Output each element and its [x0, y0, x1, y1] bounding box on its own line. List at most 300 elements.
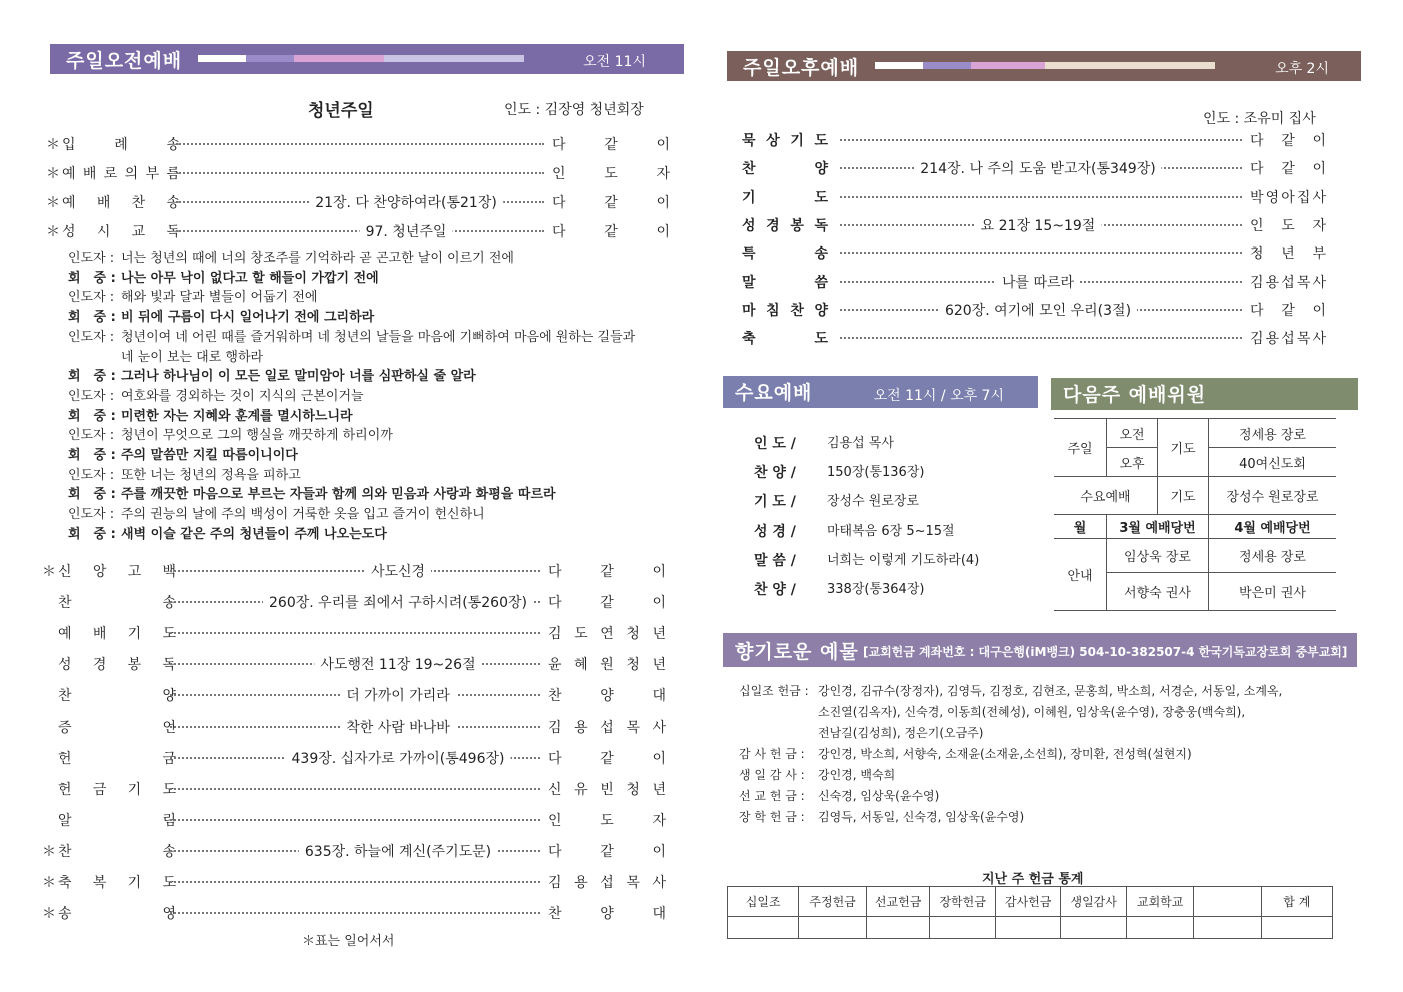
apr-header: 4월 예배당번: [1209, 515, 1337, 539]
order-row: [46, 192, 670, 214]
wed-prayer-cell: 기도: [1158, 477, 1209, 515]
order-label-char: 씀: [814, 274, 828, 291]
stats-value: [728, 917, 799, 939]
order-person-char: 유: [574, 781, 588, 798]
order-person-char: 청: [626, 626, 640, 643]
leader-dots: [176, 143, 544, 145]
reading-speaker: 인도자 :: [68, 329, 115, 345]
order-person-char: 혜: [574, 657, 588, 674]
order-content: 439장. 십자가로 가까이(통496장): [286, 748, 511, 768]
order-person-char: 원: [600, 657, 614, 674]
order-person-char: 김: [548, 719, 562, 736]
order-person-char: 같: [1281, 302, 1295, 319]
order-person-char: 김: [548, 875, 562, 891]
order-person-char: 이: [652, 843, 666, 860]
month-cell: 월: [1054, 515, 1107, 539]
offering-names: 전남길(김성희), 정은기(오금주): [818, 726, 984, 740]
order-person-char: 박: [1250, 189, 1264, 206]
order-label-char: 예: [58, 626, 72, 643]
stats-value: [930, 917, 996, 939]
order-person-char: 같: [1281, 133, 1295, 149]
order-label: [742, 328, 828, 348]
order-row: [42, 872, 666, 894]
order-person-char: 김: [548, 626, 562, 643]
reading-line: 새벽 이슬 같은 주의 청년들이 주께 나오는도다: [121, 526, 387, 542]
order-person-char: 다: [548, 564, 562, 580]
order-label: [742, 300, 828, 320]
order-person: [548, 717, 666, 737]
order-person: [548, 654, 666, 674]
order-label-char: 송: [162, 843, 176, 860]
wednesday-value: 너희는 이렇게 기도하라(4): [827, 552, 980, 568]
order-person-char: 이: [652, 595, 666, 612]
wednesday-label: 성 경 /: [754, 523, 796, 540]
reading-line: 그러나 하나님이 이 모든 일로 말미암아 너를 심판하실 줄 알라: [121, 369, 476, 385]
order-person: [548, 872, 666, 892]
reading-line: 주를 깨끗한 마음으로 부르는 자들과 함께 의와 믿음과 사랑과 화평을 따르라: [121, 487, 556, 503]
order-label-char: 봉: [127, 657, 142, 674]
order-person-char: 다: [552, 224, 566, 240]
standing-note: ＊표는 일어서서: [302, 934, 395, 949]
leader-dots: [840, 252, 1242, 254]
order-person-char: 다: [548, 750, 562, 767]
reading-line: 또한 너는 청년의 정욕을 피하고: [121, 467, 301, 483]
order-label: [742, 158, 828, 178]
stats-value: [1194, 917, 1261, 939]
order-label: [58, 903, 176, 923]
order-label: [58, 717, 176, 737]
order-content: 착한 사람 바나바: [340, 717, 456, 737]
order-person: [552, 192, 670, 212]
wednesday-value: 338장(통364장): [827, 582, 925, 597]
order-person-char: 자: [652, 812, 666, 829]
order-person-char: 다: [552, 137, 566, 153]
wednesday-value: 장성수 원로장로: [827, 494, 920, 510]
order-person-char: 이: [656, 195, 670, 211]
guide-cell: 안내: [1054, 539, 1107, 611]
mar-person-2: 서향숙 권사: [1107, 573, 1209, 611]
order-person-char: 같: [600, 750, 614, 767]
standing-mark: ＊: [42, 564, 56, 580]
order-label: [742, 215, 828, 235]
order-row: [46, 221, 670, 243]
reading-line: 해와 빛과 달과 별들이 어둡기 전에: [121, 290, 318, 306]
order-person-char: 년: [1281, 246, 1295, 263]
order-row: [42, 654, 666, 676]
reading-line: 비 뒤에 구름이 다시 일어나기 전에 그리하라: [121, 310, 375, 326]
order-person-char: 집: [1296, 189, 1311, 206]
reading-speaker: 인도자 :: [68, 388, 115, 404]
leader-dots: [170, 912, 540, 914]
order-person-char: 이: [652, 750, 666, 767]
order-content: 97. 청년주일: [360, 221, 453, 241]
apr-person-1: 정세용 장로: [1209, 539, 1337, 573]
order-label-char: 로: [103, 166, 118, 182]
reading-speaker: 회 중 :: [68, 369, 116, 385]
order-label-char: 백: [162, 564, 176, 580]
reading-speaker: 인도자 :: [68, 290, 115, 306]
reading-line: 나는 아무 낙이 없다고 할 해들이 가깝기 전에: [121, 270, 379, 286]
leader-dots: [170, 881, 540, 883]
afternoon-time: 오후 2시: [1275, 61, 1329, 77]
order-label-char: 양: [814, 161, 828, 178]
standing-mark: ＊: [46, 224, 60, 240]
order-person: [548, 810, 666, 830]
order-label: [58, 592, 176, 612]
order-person-char: 섭: [600, 875, 614, 891]
stats-value: [995, 917, 1061, 939]
order-person: [548, 903, 666, 923]
order-person: [1250, 158, 1326, 178]
order-person-char: 년: [652, 626, 666, 643]
order-label-char: 찬: [131, 195, 146, 211]
reading-line: 청년이 무엇으로 그의 행실을 깨끗하게 하리이까: [121, 428, 393, 444]
order-label-char: 영: [162, 906, 176, 923]
reading-line: 주의 권능의 날에 주의 백성이 거룩한 옷을 입고 즐거이 헌신하니: [121, 507, 485, 523]
order-person-char: 자: [1312, 217, 1326, 234]
order-person-char: 같: [604, 195, 618, 211]
leader-dots: [840, 337, 1242, 339]
order-person-char: 목: [1296, 331, 1311, 348]
order-label-char: 기: [127, 875, 142, 891]
order-label-char: 알: [58, 812, 72, 829]
order-person-char: 김: [1250, 274, 1264, 291]
order-person-char: 사: [652, 875, 666, 891]
order-label-char: 증: [58, 719, 72, 736]
prayer-cell: 기도: [1158, 419, 1209, 477]
order-person-char: 연: [600, 626, 614, 643]
reading-speaker: 회 중 :: [68, 487, 116, 503]
order-label-char: 림: [162, 812, 176, 829]
order-person: [548, 561, 666, 581]
reading-speaker: 인도자 :: [68, 467, 115, 483]
order-label-char: 교: [131, 224, 146, 240]
order-label-char: 복: [92, 875, 107, 891]
order-label-char: 찬: [58, 595, 72, 612]
order-person-char: 다: [552, 195, 566, 211]
order-person-char: 이: [1312, 302, 1326, 319]
order-label-char: 마: [742, 302, 756, 319]
order-label-char: 도: [162, 875, 176, 891]
order-person-char: 아: [1281, 189, 1295, 206]
order-person-char: 청: [1250, 246, 1264, 263]
wednesday-label: 찬 양 /: [754, 582, 796, 598]
order-person-char: 영: [1265, 189, 1280, 206]
pm-person: 40여신도회: [1209, 448, 1337, 477]
wednesday-value: 150장(통136장): [827, 465, 925, 481]
order-label-char: 성: [62, 224, 76, 240]
reading-speaker: 인도자 :: [68, 428, 115, 444]
order-label: [62, 221, 180, 241]
order-person: [552, 221, 670, 241]
afternoon-title: 주일오후예배: [743, 57, 860, 79]
stats-header: 선교헌금: [866, 887, 930, 917]
order-person-char: 윤: [548, 657, 562, 674]
order-person: [548, 685, 666, 705]
wed-person: 장성수 원로장로: [1209, 477, 1337, 515]
apr-person-2: 박은미 권사: [1209, 573, 1337, 611]
reading-line: 주의 말씀만 지킬 따름이니이다: [121, 448, 298, 463]
stats-value: [799, 917, 866, 939]
order-label-char: 송: [166, 137, 180, 153]
order-label: [62, 134, 180, 154]
offering-type: 선 교 헌 금 :: [739, 789, 805, 803]
order-person-char: 년: [652, 657, 666, 674]
order-label-char: 찬: [58, 843, 72, 860]
afternoon-header-bar: [727, 51, 1361, 81]
order-person-char: 용: [574, 719, 588, 736]
order-label-char: 성: [742, 217, 756, 234]
offering-type: 감 사 헌 금 :: [739, 747, 805, 761]
offering-account: [교회헌금 계좌번호 : 대구은행(iM뱅크) 504-10-382507-4 한국기독교장로회 중부교회]: [863, 645, 1348, 659]
leader-dots: [840, 196, 1242, 198]
order-person-char: 같: [604, 224, 618, 240]
order-label-char: 고: [127, 564, 142, 580]
offering-type: 생 일 감 사 :: [739, 768, 805, 782]
mar-person-1: 임상욱 장로: [1107, 539, 1209, 573]
reading-line: 여호와를 경외하는 것이 지식의 근본이거늘: [121, 388, 364, 404]
next-week-table: [1054, 418, 1336, 611]
order-label: [58, 810, 176, 830]
order-label-char: 헌: [58, 781, 72, 798]
order-person-char: 대: [652, 906, 666, 923]
order-label-char: 배: [92, 626, 107, 643]
order-person: [1250, 130, 1326, 150]
order-label-char: 앙: [92, 564, 107, 580]
order-person-char: 같: [604, 137, 618, 153]
order-label: [58, 685, 176, 705]
order-person-char: 다: [548, 595, 562, 612]
order-label-char: 송: [58, 906, 72, 923]
order-person-char: 양: [600, 688, 614, 705]
sunday-cell: 주일: [1054, 419, 1107, 477]
order-label-char: 찬: [790, 302, 804, 319]
order-label-char: 축: [742, 331, 756, 348]
order-person-char: 용: [1265, 274, 1280, 291]
order-label-char: 신: [58, 564, 72, 580]
order-content: 620장. 여기에 모인 우리(3절): [939, 300, 1137, 320]
order-label: [742, 243, 828, 263]
order-label-char: 입: [62, 137, 76, 153]
morning-time: 오전 11시: [583, 54, 646, 70]
order-label-char: 송: [166, 195, 180, 211]
order-person: [548, 592, 666, 612]
order-label-char: 축: [58, 875, 72, 891]
order-person-char: 다: [1250, 161, 1264, 178]
stats-header: 감사헌금: [995, 887, 1061, 917]
order-label-char: 예: [62, 195, 76, 211]
order-person-char: 이: [1312, 133, 1326, 149]
order-label: [62, 163, 180, 183]
morning-title: 주일오전예배: [66, 50, 183, 72]
order-label-char: 경: [766, 217, 780, 234]
order-person-char: 목: [626, 875, 640, 891]
order-row: [42, 685, 666, 707]
order-row: [742, 328, 1330, 350]
mar-header: 3월 예배당번: [1107, 515, 1209, 539]
order-person-char: 도: [1281, 217, 1295, 234]
order-person-char: 사: [1312, 274, 1326, 291]
standing-mark: ＊: [42, 906, 56, 923]
reading-speaker: 회 중 :: [68, 526, 116, 542]
order-person-char: 양: [600, 906, 614, 923]
order-row: [742, 300, 1330, 322]
stats-header: 십일조: [728, 887, 799, 917]
wednesday-header-bar: [723, 376, 1038, 408]
order-person-char: 도: [574, 626, 588, 643]
standing-mark: ＊: [42, 843, 56, 860]
offering-names: 강인경, 김규수(장정자), 김영득, 김정호, 김현조, 문홍희, 박소희, 서경순, 서동일, 소계옥,: [818, 684, 1283, 698]
leader-dots: [840, 139, 1242, 141]
order-person-char: 섭: [1281, 331, 1295, 348]
stats-value: [1261, 917, 1332, 939]
order-row: [742, 272, 1330, 294]
order-label-char: 의: [124, 166, 139, 182]
order-person-char: 인: [552, 166, 566, 182]
order-person-char: 김: [1250, 331, 1264, 348]
offering-header-bar: [723, 633, 1357, 667]
offering-names: 김영득, 서동일, 신숙경, 임상욱(윤수영): [818, 810, 1025, 824]
reading-line: 청년이여 네 어린 때를 즐거워하며 네 청년의 날들을 마음에 기뻐하여 마음에 원하는 길들과: [121, 329, 636, 345]
order-row: [742, 215, 1330, 237]
order-person-char: 목: [626, 719, 640, 736]
order-label-char: 도: [814, 331, 828, 348]
order-person-char: 빈: [600, 781, 614, 798]
order-person-char: 같: [600, 843, 614, 860]
wednesday-time: 오전 11시 / 오후 7시: [873, 388, 1004, 404]
stats-header: 합 계: [1261, 887, 1332, 917]
order-person-char: 이: [1312, 161, 1326, 178]
order-label-char: 독: [814, 217, 828, 234]
leader-dots: [170, 632, 540, 634]
order-person: [548, 841, 666, 861]
order-person-char: 섭: [1281, 274, 1295, 291]
order-person-char: 다: [548, 843, 562, 860]
offering-type: 십일조 헌금 :: [739, 684, 809, 698]
order-label-char: 양: [162, 688, 176, 705]
order-person-char: 도: [600, 812, 614, 829]
morning-header-bar: [50, 44, 684, 74]
order-person-char: 같: [600, 564, 614, 580]
stats-table: [727, 886, 1333, 939]
order-person-char: 용: [1265, 331, 1280, 348]
order-row: [742, 243, 1330, 265]
stats-header: [1194, 887, 1261, 917]
order-label: [742, 272, 828, 292]
order-person: [1250, 187, 1326, 207]
leader-dots: [176, 172, 544, 174]
order-person-char: 대: [652, 688, 666, 705]
offering-names: 소진열(김옥자), 신숙경, 이동희(전혜성), 이혜원, 임상욱(윤수영), 장충웅(백숙희),: [818, 705, 1246, 719]
order-person: [548, 623, 666, 643]
stats-value: [1061, 917, 1127, 939]
order-person-char: 찬: [548, 906, 562, 923]
order-label-char: 금: [92, 781, 107, 798]
order-person-char: 사: [1312, 189, 1326, 206]
leader-dots: [170, 570, 540, 572]
order-content: 사도행전 11장 19~26절: [314, 654, 481, 674]
order-person-char: 용: [574, 875, 588, 891]
stats-header: 교회학교: [1126, 887, 1193, 917]
pm-cell: 오후: [1107, 448, 1158, 477]
order-content: 더 가까이 가리라: [340, 685, 456, 705]
order-person-char: 부: [1312, 246, 1326, 263]
reading-speaker: 회 중 :: [68, 270, 116, 286]
morning-theme: 청년주일: [308, 101, 374, 121]
order-label-char: 묵: [742, 133, 756, 149]
order-person-char: 신: [548, 781, 562, 798]
order-row: [42, 717, 666, 739]
wednesday-label: 말 씀 /: [754, 552, 796, 569]
wednesday-label: 인 도 /: [754, 436, 796, 452]
order-label: [742, 130, 828, 150]
order-person: [1250, 328, 1326, 348]
morning-leader: 인도 : 김장영 청년회장: [504, 102, 644, 118]
order-content: 635장. 하늘에 계신(주기도문): [299, 841, 497, 861]
order-label-char: 도: [162, 781, 176, 798]
order-label-char: 상: [766, 133, 780, 149]
leader-dots: [170, 788, 540, 790]
wed-cell: 수요예배: [1054, 477, 1158, 515]
order-person: [548, 748, 666, 768]
order-person-char: 청: [626, 781, 640, 798]
reading-speaker: 회 중 :: [68, 408, 116, 424]
offering-type: 장 학 헌 금 :: [739, 810, 805, 824]
wednesday-value: 마태복음 6장 5~15절: [827, 523, 955, 539]
offering-names: 신숙경, 임상욱(윤수영): [818, 789, 940, 803]
order-content: 260장. 우리를 죄에서 구하시려(통260장): [263, 592, 533, 612]
order-content: 나를 따르라: [996, 272, 1080, 292]
order-person-char: 도: [604, 166, 618, 182]
reading-line: 네 눈이 보는 대로 행하라: [121, 349, 264, 365]
order-label-char: 기: [127, 626, 142, 643]
order-row: [42, 623, 666, 645]
order-person: [1250, 215, 1326, 235]
order-label: [58, 748, 176, 768]
order-label: [58, 841, 176, 861]
reading-speaker: 인도자 :: [68, 507, 115, 523]
order-person-char: 이: [652, 564, 666, 580]
order-person: [552, 134, 670, 154]
order-label-char: 경: [92, 657, 107, 674]
order-label-char: 례: [114, 137, 128, 153]
order-person-char: 년: [652, 781, 666, 798]
reading-line: 미련한 자는 지혜와 훈계를 멸시하느니라: [121, 408, 353, 424]
order-content: 21장. 다 찬양하여라(통21장): [309, 192, 503, 212]
order-label-char: 특: [742, 246, 756, 263]
offering-names: 강인경, 박소희, 서향숙, 소재윤(소재윤,소선희), 장미환, 전성혁(설현지): [818, 747, 1192, 761]
order-person-char: 찬: [548, 688, 562, 705]
stats-title: 지난 주 헌금 통계: [982, 872, 1084, 887]
next-week-header-bar: [1051, 378, 1358, 410]
order-label-char: 도: [162, 626, 176, 643]
order-label-char: 배: [82, 166, 97, 182]
order-label: [742, 187, 828, 207]
reading-speaker: 회 중 :: [68, 310, 116, 326]
order-label: [58, 872, 176, 892]
wednesday-value: 김용섭 목사: [827, 436, 894, 451]
order-row: [42, 810, 666, 832]
order-label-char: 배: [96, 195, 111, 211]
order-label-char: 도: [814, 189, 828, 206]
offering-names: 강인경, 백숙희: [818, 768, 896, 782]
order-person-char: 이: [656, 224, 670, 240]
order-person-char: 사: [1312, 331, 1326, 348]
order-label-char: 양: [814, 302, 828, 319]
order-row: [42, 841, 666, 863]
order-label: [58, 623, 176, 643]
order-label-char: 금: [162, 750, 176, 767]
